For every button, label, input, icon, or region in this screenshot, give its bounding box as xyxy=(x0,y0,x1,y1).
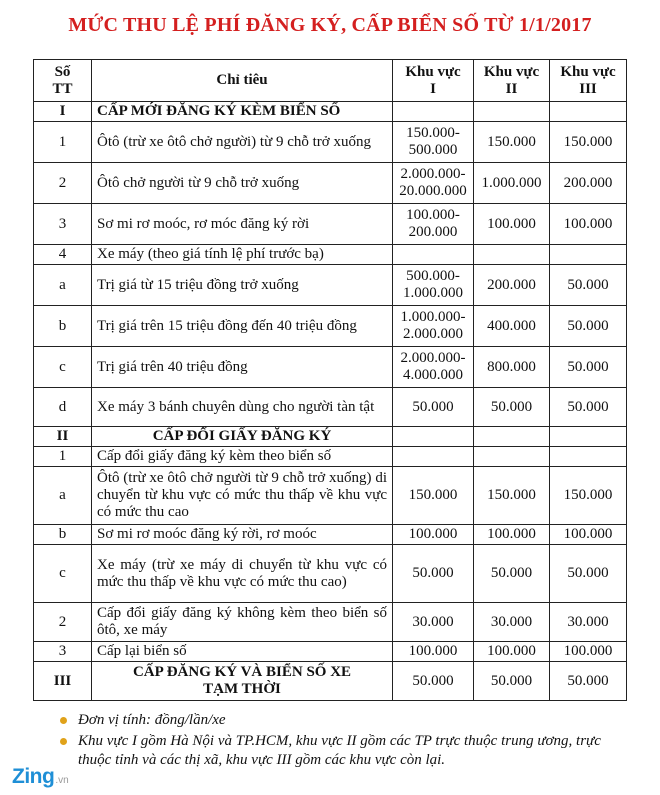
row-zone-3: 50.000 xyxy=(550,265,627,306)
table-row xyxy=(34,163,627,204)
row-zone-3: 100.000 xyxy=(550,642,627,662)
row-stt: 1 xyxy=(34,447,92,467)
zing-logo xyxy=(12,765,102,789)
header-zone-2-line1: Khu vực xyxy=(483,63,540,80)
row-zone-1: 100.000 xyxy=(393,525,474,545)
row-stt: III xyxy=(34,662,92,701)
bullet-icon xyxy=(60,717,67,724)
row-zone-2: 50.000 xyxy=(474,662,550,701)
note-text: Khu vực I gồm Hà Nội và TP.HCM, khu vực II gồm các TP trực thuộc trung ương, trực thuộc tỉnh và các thị xã, khu vực III gồm các khu vực còn lại. xyxy=(78,733,601,768)
row-stt: II xyxy=(34,427,92,447)
row-zone-2 xyxy=(474,427,550,447)
row-zone-3: 50.000 xyxy=(550,388,627,427)
table-header-row xyxy=(34,60,627,102)
row-zone-1 xyxy=(393,427,474,447)
header-zone-3-line2: III xyxy=(579,80,597,97)
row-stt: a xyxy=(34,467,92,525)
row-content: Cấp lại biển số xyxy=(92,642,393,662)
table-row xyxy=(34,388,627,427)
row-zone-3: 30.000 xyxy=(550,603,627,642)
row-zone-2 xyxy=(474,447,550,467)
header-zone-2 xyxy=(474,60,550,102)
table-row xyxy=(34,447,627,467)
header-zone-1-line1: Khu vực xyxy=(405,63,461,80)
logo-brand: Zing xyxy=(12,765,55,788)
row-stt: 3 xyxy=(34,642,92,662)
row-stt: b xyxy=(34,525,92,545)
row-stt: 4 xyxy=(34,245,92,265)
row-content: Ôtô (trừ xe ôtô chở người từ 9 chỗ trở xuống) di chuyển từ khu vực có mức thu thấp về khu vực có mức thu cao xyxy=(92,467,393,525)
row-zone-2: 100.000 xyxy=(474,642,550,662)
note-item xyxy=(60,732,620,770)
row-content: Cấp đổi giấy đăng ký kèm theo biển số xyxy=(92,447,393,467)
header-zone-1-line2: I xyxy=(430,80,436,97)
row-zone-2: 1.000.000 xyxy=(474,163,550,204)
note-item xyxy=(60,711,620,730)
header-criteria: Chỉ tiêu xyxy=(92,60,393,102)
row-stt: b xyxy=(34,306,92,347)
row-zone-1: 50.000 xyxy=(393,388,474,427)
notes-list xyxy=(60,711,620,772)
row-zone-3 xyxy=(550,427,627,447)
header-zone-1 xyxy=(393,60,474,102)
table-row xyxy=(34,204,627,245)
row-zone-1: 50.000 xyxy=(393,662,474,701)
table-row xyxy=(34,545,627,603)
row-stt: c xyxy=(34,545,92,603)
header-stt-line1: Số xyxy=(54,63,71,80)
row-zone-3: 100.000 xyxy=(550,525,627,545)
row-zone-3 xyxy=(550,447,627,467)
row-stt: a xyxy=(34,265,92,306)
row-zone-1: 100.000 xyxy=(393,642,474,662)
row-stt: d xyxy=(34,388,92,427)
row-zone-3: 100.000 xyxy=(550,204,627,245)
row-zone-2 xyxy=(474,245,550,265)
row-zone-1: 100.000-200.000 xyxy=(393,204,474,245)
row-content: Ôtô chở người từ 9 chỗ trở xuống xyxy=(92,163,393,204)
table-row xyxy=(34,347,627,388)
row-zone-3 xyxy=(550,102,627,122)
table-row xyxy=(34,102,627,122)
row-zone-1 xyxy=(393,102,474,122)
table-row xyxy=(34,265,627,306)
row-zone-2: 150.000 xyxy=(474,467,550,525)
row-zone-1: 2.000.000-4.000.000 xyxy=(393,347,474,388)
row-zone-2: 400.000 xyxy=(474,306,550,347)
row-zone-1 xyxy=(393,245,474,265)
row-content: Trị giá từ 15 triệu đồng trở xuống xyxy=(92,265,393,306)
header-stt xyxy=(34,60,92,102)
header-zone-3-line1: Khu vực xyxy=(560,63,616,80)
row-zone-2 xyxy=(474,102,550,122)
table-row xyxy=(34,245,627,265)
row-zone-3: 50.000 xyxy=(550,545,627,603)
row-zone-2: 100.000 xyxy=(474,525,550,545)
row-zone-3: 50.000 xyxy=(550,306,627,347)
row-stt: 3 xyxy=(34,204,92,245)
row-stt: 2 xyxy=(34,163,92,204)
row-zone-3: 50.000 xyxy=(550,662,627,701)
table-row xyxy=(34,122,627,163)
table-row xyxy=(34,603,627,642)
row-zone-3: 150.000 xyxy=(550,467,627,525)
logo-suffix: .vn xyxy=(55,775,69,786)
table-row xyxy=(34,306,627,347)
row-content: Ôtô (trừ xe ôtô chở người) từ 9 chỗ trở xuống xyxy=(92,122,393,163)
row-zone-2: 50.000 xyxy=(474,545,550,603)
table-row xyxy=(34,642,627,662)
row-content: Sơ mi rơ moóc, rơ móc đăng ký rời xyxy=(92,204,393,245)
row-zone-1 xyxy=(393,447,474,467)
row-content: Xe máy (trừ xe máy di chuyển từ khu vực có mức thu thấp về khu vực có mức thu cao) xyxy=(92,545,393,603)
row-zone-1: 1.000.000-2.000.000 xyxy=(393,306,474,347)
table-row xyxy=(34,525,627,545)
bullet-icon xyxy=(60,738,67,745)
header-zone-3 xyxy=(550,60,627,102)
row-content: Xe máy (theo giá tính lệ phí trước bạ) xyxy=(92,245,393,265)
row-zone-1: 2.000.000-20.000.000 xyxy=(393,163,474,204)
table-row xyxy=(34,662,627,701)
row-zone-3: 150.000 xyxy=(550,122,627,163)
header-stt-line2: TT xyxy=(52,80,73,97)
row-zone-2: 100.000 xyxy=(474,204,550,245)
row-content: CẤP MỚI ĐĂNG KÝ KÈM BIỂN SỐ xyxy=(92,102,393,122)
note-text: Đơn vị tính: đồng/lần/xe xyxy=(78,712,226,728)
page-title: MỨC THU LỆ PHÍ ĐĂNG KÝ, CẤP BIỂN SỐ TỪ 1/1/2017 xyxy=(68,14,592,36)
header-zone-2-line2: II xyxy=(505,80,518,97)
row-zone-1: 150.000-500.000 xyxy=(393,122,474,163)
row-content: Trị giá trên 40 triệu đồng xyxy=(92,347,393,388)
row-content: Cấp đổi giấy đăng ký không kèm theo biển số ôtô, xe máy xyxy=(92,603,393,642)
table-row xyxy=(34,427,627,447)
row-zone-2: 800.000 xyxy=(474,347,550,388)
row-content: Trị giá trên 15 triệu đồng đến 40 triệu đồng xyxy=(92,306,393,347)
fee-table xyxy=(33,59,627,701)
row-content: Sơ mi rơ moóc đăng ký rời, rơ moóc xyxy=(92,525,393,545)
row-zone-1: 30.000 xyxy=(393,603,474,642)
row-zone-3: 200.000 xyxy=(550,163,627,204)
row-zone-2: 150.000 xyxy=(474,122,550,163)
row-zone-2: 200.000 xyxy=(474,265,550,306)
row-zone-3 xyxy=(550,245,627,265)
table-row xyxy=(34,467,627,525)
row-content: Xe máy 3 bánh chuyên dùng cho người tàn tật xyxy=(92,388,393,427)
row-zone-1: 50.000 xyxy=(393,545,474,603)
row-zone-1: 500.000-1.000.000 xyxy=(393,265,474,306)
row-content: CẤP ĐỔI GIẤY ĐĂNG KÝ xyxy=(92,427,393,447)
row-content: CẤP ĐĂNG KÝ VÀ BIỂN SỐ XE TẠM THỜI xyxy=(92,662,393,701)
row-zone-3: 50.000 xyxy=(550,347,627,388)
row-stt: c xyxy=(34,347,92,388)
row-stt: 1 xyxy=(34,122,92,163)
row-zone-2: 50.000 xyxy=(474,388,550,427)
row-zone-1: 150.000 xyxy=(393,467,474,525)
row-zone-2: 30.000 xyxy=(474,603,550,642)
row-stt: 2 xyxy=(34,603,92,642)
row-stt: I xyxy=(34,102,92,122)
